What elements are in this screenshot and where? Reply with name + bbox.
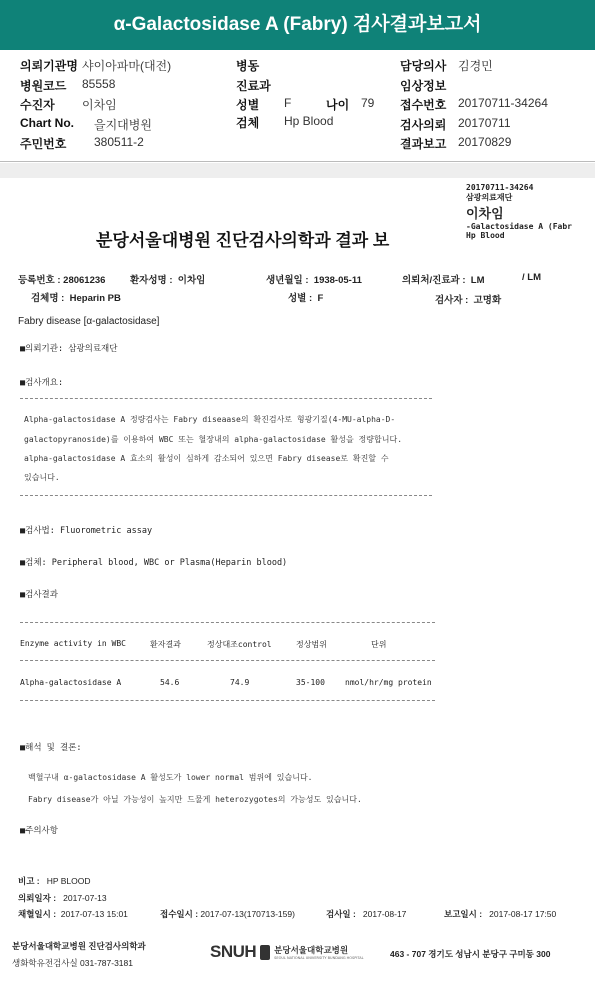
info-label: 수진자 xyxy=(20,98,55,112)
sticker-patient-name: 이차임 xyxy=(466,206,504,221)
receive-date: 접수일시 : 2017-07-13(170713-159) xyxy=(160,909,295,919)
info-left-0 xyxy=(20,57,172,74)
report-date: 보고일시 : 2017-08-17 17:50 xyxy=(444,909,557,919)
tester: 검사자 : 고명화 xyxy=(435,295,502,306)
table-cell: Alpha-galactosidase A xyxy=(20,678,122,687)
info-label: 병동 xyxy=(236,59,260,73)
sticker-institution: 삼광의료재단 xyxy=(466,193,513,202)
request-info xyxy=(0,50,595,162)
info-label: 주민번호 xyxy=(20,137,67,151)
info-label: 성별 xyxy=(236,98,260,112)
info-value: Hp Blood xyxy=(284,114,334,128)
department-name: 분당서울대학교병원 진단검사의학과 xyxy=(12,941,146,951)
caution-heading: ■주의사항 xyxy=(20,826,58,836)
table-header: 환자결과 xyxy=(150,640,181,649)
lab-contact: 생화학유전검사실 031-787-3181 xyxy=(12,958,133,968)
specimen-name: 검체명 : Heparin PB xyxy=(31,293,121,304)
logo-subtitle: SEOUL NATIONAL UNIVERSITY BUNDANG HOSPITAL xyxy=(274,956,364,960)
table-header: 정상범위 xyxy=(296,640,327,649)
table-cell: 35-100 xyxy=(296,678,325,687)
info-label: 병원코드 xyxy=(20,79,67,93)
table-header: 정상대조control xyxy=(207,640,272,649)
hospital-logo-icon xyxy=(260,945,270,960)
logo-hospital-name: 분당서울대학교병원 xyxy=(274,945,349,955)
report-title: α-Galactosidase A (Fabry) 검사결과보고서 xyxy=(0,0,595,50)
table-header: 단위 xyxy=(371,640,387,649)
info-label: 결과보고 xyxy=(400,137,447,151)
patient-name: 환자성명 : 이차임 xyxy=(130,275,206,286)
info-mid-2 xyxy=(236,96,292,113)
referrer: ■의뢰기관: 삼광의료재단 xyxy=(20,344,118,354)
info-value: 20170829 xyxy=(458,135,512,149)
department: 의뢰처/진료과 : LM xyxy=(402,275,485,286)
info-label: 의뢰기관명 xyxy=(20,59,78,73)
result-heading: ■검사결과 xyxy=(20,590,58,600)
info-right-0 xyxy=(400,57,493,74)
overview-line: 있습니다. xyxy=(24,473,60,482)
overview-line: alpha-galactosidase A 효소의 활성이 심하게 감소되어 있으면 Fabry disease로 확진할 수 xyxy=(24,454,389,463)
note: 비고 : HP BLOOD xyxy=(18,876,91,886)
info-label: Chart No. xyxy=(20,116,74,130)
hospital-address: 463 - 707 경기도 성남시 분당구 구미동 300 xyxy=(390,949,551,959)
overview-line: Alpha-galactosidase A 정량검사는 Fabry diseaase의 확진검사로 형광기질(4-MU-alpha-D- xyxy=(24,415,396,424)
info-mid-0 xyxy=(236,57,259,74)
info-left-3 xyxy=(20,116,152,132)
info-label: 담당의사 xyxy=(400,59,447,73)
table-cell: 74.9 xyxy=(230,678,250,687)
logo-text-block xyxy=(274,944,363,960)
divider xyxy=(20,495,432,496)
info-label: 검체 xyxy=(236,116,260,130)
overview-line: galactopyranoside)를 이용하여 WBC 또는 혈장내의 alpha-galactosidase 활성을 정량합니다. xyxy=(24,435,403,444)
info-age xyxy=(326,96,375,113)
info-value: 을지대병원 xyxy=(94,118,152,132)
info-value: 이차임 xyxy=(82,98,117,112)
info-left-4 xyxy=(20,135,144,152)
divider xyxy=(20,700,435,701)
info-label: 진료과 xyxy=(236,79,271,93)
sticker-accession: 20170711-34264 xyxy=(466,183,534,192)
interpretation-heading: ■해석 및 결론: xyxy=(20,743,82,753)
request-date: 의뢰일자 : 2017-07-13 xyxy=(18,893,107,903)
table-cell: 54.6 xyxy=(160,678,180,687)
draw-date: 채혈일시 : 2017-07-13 15:01 xyxy=(18,909,128,919)
overview-heading: ■검사개요: xyxy=(20,378,64,388)
info-value: 20170711-34264 xyxy=(458,96,548,110)
snuh-logo-text: SNUH xyxy=(210,942,257,961)
hospital-report-title: 분당서울대병원 진단검사의학과 결과 보 xyxy=(96,231,390,250)
department-2: / LM xyxy=(522,272,541,283)
table-header: Enzyme activity in WBC xyxy=(20,639,126,648)
info-label: 검사의뢰 xyxy=(400,118,447,132)
info-value: F xyxy=(284,96,292,110)
divider xyxy=(20,398,432,399)
test-name: Fabry disease [α-galactosidase] xyxy=(18,316,160,327)
info-value: 20170711 xyxy=(458,116,511,130)
info-value: 85558 xyxy=(82,77,116,91)
snuh-logo xyxy=(210,942,364,962)
sticker-specimen: Hp Blood xyxy=(466,231,505,240)
test-date: 검사일 : 2017-08-17 xyxy=(326,909,407,919)
info-right-1 xyxy=(400,77,446,94)
divider xyxy=(20,660,435,661)
sex: 성별 : F xyxy=(288,293,324,304)
page-separator xyxy=(0,163,595,178)
info-label: 나이 xyxy=(326,98,350,112)
info-value: 380511-2 xyxy=(94,135,144,149)
info-label: 임상정보 xyxy=(400,79,447,93)
specimen-label-sticker xyxy=(466,183,595,240)
info-value: 79 xyxy=(361,96,375,110)
sticker-test: -Galactosidase A (Fabr xyxy=(466,222,572,231)
info-mid-3 xyxy=(236,114,334,131)
info-right-2 xyxy=(400,96,548,113)
info-value: 샤이아파마(대전) xyxy=(82,59,172,73)
info-right-4 xyxy=(400,135,512,152)
test-method: ■검사법: Fluorometric assay xyxy=(20,526,153,536)
interpretation-line: 백혈구내 α-galactosidase A 활성도가 lower normal 범위에 있습니다. xyxy=(28,773,313,782)
info-value: 김경민 xyxy=(458,59,493,73)
info-left-1 xyxy=(20,77,116,94)
info-left-2 xyxy=(20,96,117,113)
divider xyxy=(20,622,435,623)
info-mid-1 xyxy=(236,77,271,94)
specimen-type: ■검체: Peripheral blood, WBC or Plasma(Heparin blood) xyxy=(20,558,288,568)
birth-date: 생년월일 : 1938-05-11 xyxy=(266,275,362,286)
info-label: 접수번호 xyxy=(400,98,447,112)
table-cell: nmol/hr/mg protein xyxy=(345,678,432,687)
interpretation-line: Fabry disease가 아닐 가능성이 높지만 드물게 heterozygotes의 가능성도 있습니다. xyxy=(28,795,362,804)
reg-no: 등록번호 : 28061236 xyxy=(18,275,106,286)
info-right-3 xyxy=(400,116,511,133)
